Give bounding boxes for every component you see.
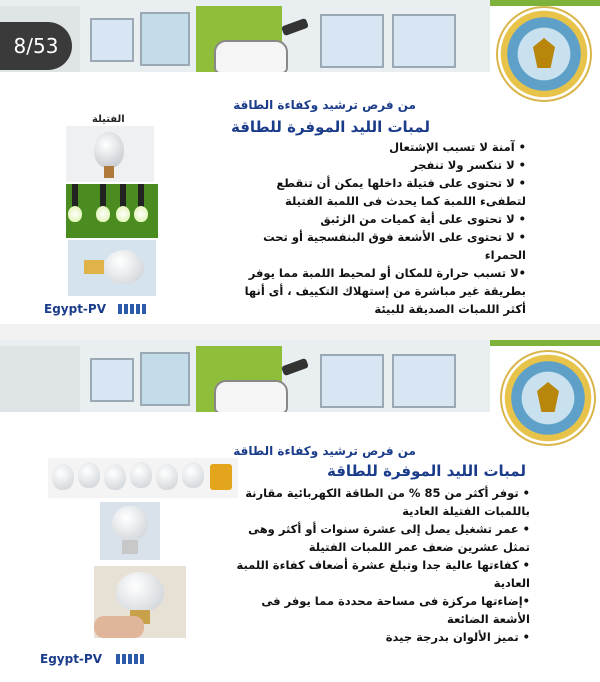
bullet-item: • كفاءتها عالية جدا وتبلغ عشرة أضعاف كفاءة اللمبة العادية bbox=[236, 558, 530, 590]
car-icon bbox=[214, 380, 288, 412]
hand-bulb-image bbox=[94, 566, 186, 638]
brand-text: Egypt-PV bbox=[40, 652, 102, 666]
bullet-item: • لا تحتوى على أية كميات من الزئبق bbox=[320, 212, 526, 226]
bullet-item: • عمر تشغيل يصل إلى عشرة سنوات أو أكثر وهى تمثل عشرين ضعف عمر اللمبات الفتيلة bbox=[248, 522, 530, 554]
logo-icon bbox=[496, 6, 592, 102]
slide-subtitle: من فرص ترشيد وكفاءة الطاقة bbox=[233, 444, 416, 458]
slide-2 bbox=[0, 340, 600, 678]
hanging-bulbs-image bbox=[66, 184, 158, 238]
brand-text: Egypt-PV bbox=[44, 302, 106, 316]
bullet-item: • آمنة لا تسبب الإشتعال bbox=[389, 140, 526, 154]
led-bulbs-row-image bbox=[48, 458, 238, 498]
bullet-item: • تميز الألوان بدرجة جيدة bbox=[385, 630, 530, 644]
bullet-item: • لا تنكسر ولا تنفجر bbox=[411, 158, 526, 172]
bullet-item: • لا تحتوى على الأشعة فوق البنفسجية أو تحت الحمراء bbox=[263, 230, 526, 262]
led-bulb-image bbox=[100, 502, 160, 560]
slide-counter: 8/53 bbox=[0, 22, 72, 70]
camera-icon bbox=[281, 18, 309, 36]
slide-separator bbox=[0, 324, 600, 340]
slide-subtitle: من فرص ترشيد وكفاءة الطاقة bbox=[233, 98, 416, 112]
bullet-item: •إضاءتها مركزة فى مساحة محددة مما يوفر فى الأشعة الضائعة bbox=[261, 594, 530, 626]
logo-icon bbox=[500, 350, 596, 446]
brand-logo bbox=[40, 652, 102, 666]
bullet-item: • توفر أكثر من 85 % من الطاقة الكهربائية مقارنة باللمبات الفتيلة العادية bbox=[245, 486, 530, 518]
bullet-list bbox=[228, 484, 530, 646]
image-caption: الفتيلة bbox=[92, 114, 125, 125]
camera-icon bbox=[281, 358, 309, 376]
led-bulb-image bbox=[68, 240, 156, 296]
car-icon bbox=[214, 40, 288, 72]
header-banner bbox=[0, 0, 490, 72]
bullet-list bbox=[230, 138, 526, 318]
bullet-item: •لا تسبب حرارة للمكان أو لمحيط اللمبة مما يوفر بطريقة غير مباشرة من إستهلاك التكييف ، أى أنها أكثر اللمبات الصديقة للبيئة bbox=[244, 266, 526, 316]
brand-logo bbox=[44, 302, 106, 316]
solar-panel-icon bbox=[118, 304, 148, 314]
filament-bulb-image bbox=[66, 126, 154, 182]
solar-panel-icon bbox=[116, 654, 146, 664]
bullet-item: • لا تحتوى على فتيلة داخلها يمكن أن تنقطع لتطفىء اللمبة كما يحدث فى اللمبة الفتيلة bbox=[276, 176, 526, 208]
slide-title: لمبات الليد الموفرة للطاقة bbox=[230, 118, 430, 136]
header-banner bbox=[0, 340, 490, 412]
slide-title: لمبات الليد الموفرة للطاقة bbox=[326, 462, 526, 480]
slide-1 bbox=[0, 0, 600, 324]
